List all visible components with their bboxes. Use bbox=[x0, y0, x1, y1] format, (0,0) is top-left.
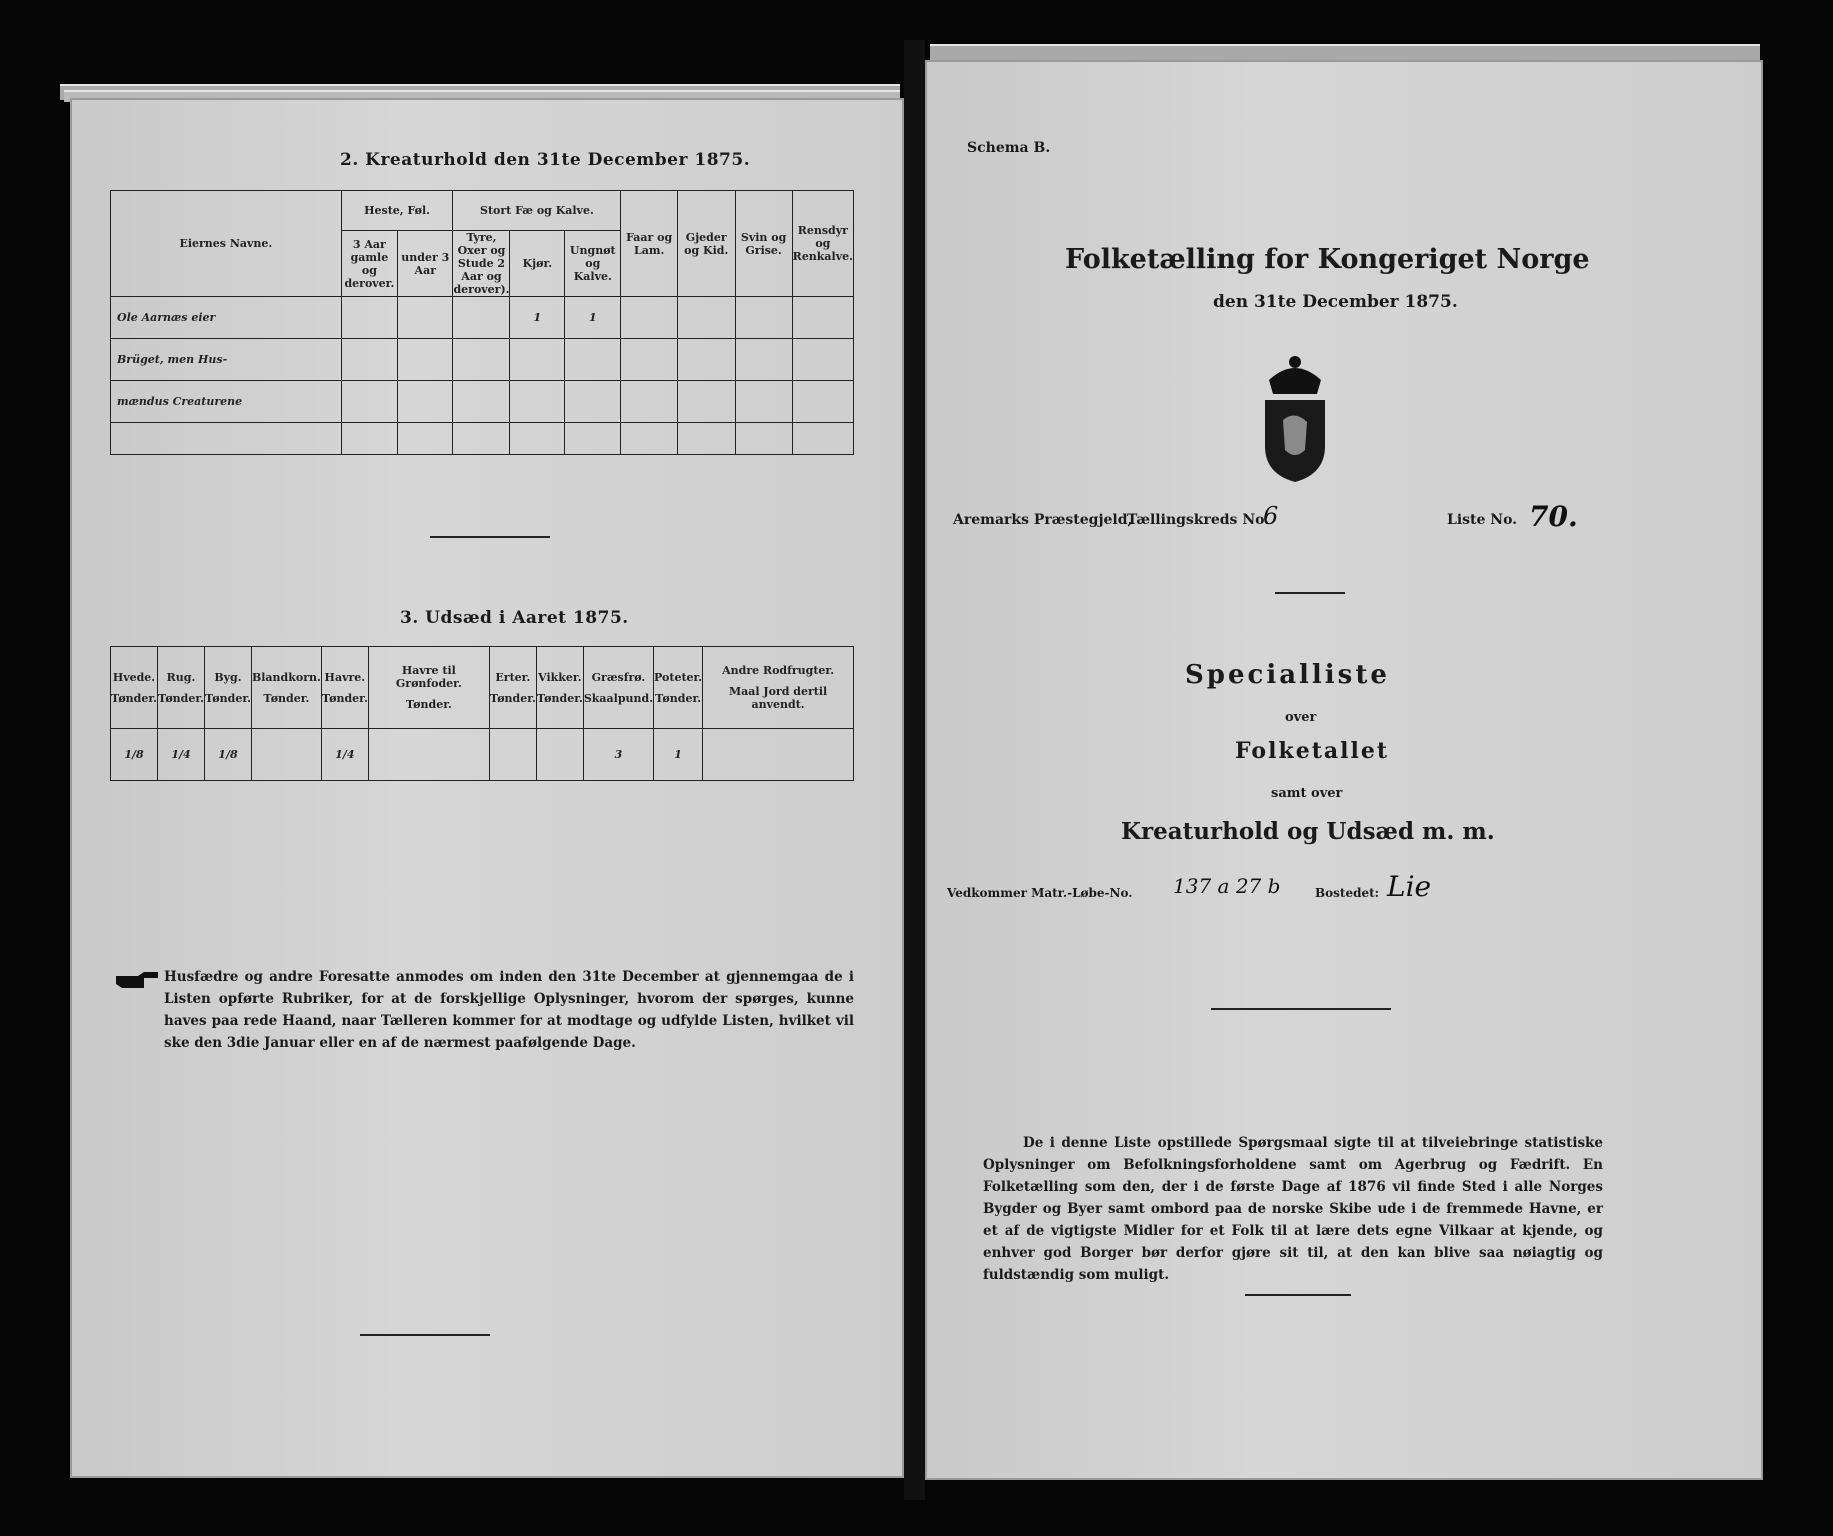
district-value: 6 bbox=[1263, 502, 1279, 530]
seed-header-2 bbox=[204, 647, 251, 729]
pointing-hand-icon bbox=[114, 970, 160, 990]
seed-crop-name: Andre Rodfrugter. bbox=[722, 664, 835, 677]
seed-header-5 bbox=[368, 647, 489, 729]
seed-header-0 bbox=[111, 647, 158, 729]
samt-over-label: samt over bbox=[1271, 786, 1343, 801]
seed-header-4 bbox=[321, 647, 368, 729]
horses-young-header: under 3 Aar bbox=[398, 231, 453, 297]
bottom-rule bbox=[360, 1334, 490, 1336]
seed-crop-unit: Tønder. bbox=[263, 691, 310, 705]
seed-value-1: 1/4 bbox=[157, 729, 204, 781]
seed-table bbox=[110, 646, 854, 781]
seed-crop-name: Byg. bbox=[214, 670, 242, 684]
right-notice: De i denne Liste opstillede Spørgsmaal sigte til at tilveiebringe statistiske Oplysninger om Befolkningsforholdene samt om Agerbrug og Fædrift. En Folketælling som den, der i de første Dage af 1876 vil finde Sted i alle Norges Bygder og Byer samt ombord paa de norske Skibe ude i de fremmede Havne, er et af de vigtigste Midler for et Folk til at lære dets egne Vilkaar at kjende, og enhver god Borger bør derfor gjøre sit til, at den kan blive saa nøiagtig og fuldstændig som muligt. bbox=[983, 1135, 1603, 1283]
seed-value-2: 1/8 bbox=[204, 729, 251, 781]
seed-header-9 bbox=[654, 647, 703, 729]
seed-crop-name: Vikker. bbox=[538, 670, 582, 684]
book-gutter bbox=[904, 40, 925, 1500]
seed-crop-unit: Tønder. bbox=[321, 691, 368, 705]
seed-crop-name: Græsfrø. bbox=[591, 670, 646, 684]
seed-crop-unit: Tønder. bbox=[204, 691, 251, 705]
seed-crop-unit: Tønder. bbox=[536, 691, 583, 705]
seed-crop-name: Havre. bbox=[324, 670, 366, 684]
horses-old-header: 3 Aar gamle og derover. bbox=[341, 231, 397, 297]
seed-header-6 bbox=[489, 647, 536, 729]
folketallet-label: Folketallet bbox=[1235, 738, 1389, 764]
specialliste-title: Specialliste bbox=[1185, 660, 1390, 690]
seed-value-6 bbox=[489, 729, 536, 781]
seed-value-4: 1/4 bbox=[321, 729, 368, 781]
young-cattle-header: Ungnøt og Kalve. bbox=[565, 231, 621, 297]
schema-label: Schema B. bbox=[967, 140, 1051, 156]
seed-crop-name: Erter. bbox=[495, 670, 531, 684]
seed-header-3 bbox=[251, 647, 321, 729]
oxen-header: Tyre, Oxer og Stude 2 Aar og derover). bbox=[453, 231, 510, 296]
section2-title: 2. Kreaturhold den 31te December 1875. bbox=[340, 150, 751, 170]
seed-crop-unit: Tønder. bbox=[655, 691, 702, 705]
seed-crop-unit: Tønder. bbox=[111, 691, 157, 705]
matr-label: Vedkommer Matr.-Løbe-No. bbox=[947, 886, 1133, 900]
pigs-header: Svin og Grise. bbox=[735, 191, 792, 297]
seed-value-8: 3 bbox=[583, 729, 653, 781]
seed-crop-name: Havre til Grønfoder. bbox=[395, 664, 462, 690]
norway-coat-of-arms-icon bbox=[1255, 350, 1335, 486]
seed-value-5 bbox=[368, 729, 489, 781]
liste-label: Liste No. bbox=[1447, 512, 1518, 528]
seed-crop-name: Hvede. bbox=[112, 670, 156, 684]
cattle-header: Stort Fæ og Kalve. bbox=[453, 191, 621, 231]
right-divider-1 bbox=[1275, 592, 1345, 594]
sheep-header: Faar og Lam. bbox=[621, 191, 678, 297]
bosted-value: Lie bbox=[1387, 870, 1432, 903]
kreatur-title: Kreaturhold og Udsæd m. m. bbox=[1121, 818, 1495, 845]
livestock-table bbox=[110, 190, 854, 455]
seed-crop-unit: Tønder. bbox=[489, 691, 536, 705]
seed-crop-unit: Tønder. bbox=[157, 691, 204, 705]
section3-title: 3. Udsæd i Aaret 1875. bbox=[400, 608, 629, 628]
district-label: Tællingskreds No. bbox=[1127, 512, 1270, 528]
seed-header-10 bbox=[703, 647, 854, 729]
bosted-label: Bostedet: bbox=[1315, 886, 1380, 900]
liste-value: 70. bbox=[1529, 500, 1578, 533]
right-divider-2 bbox=[1211, 1008, 1391, 1010]
young-cattle-value: 1 bbox=[565, 297, 621, 339]
owner-line-1: Ole Aarnæs eier bbox=[111, 297, 342, 339]
seed-header-8 bbox=[583, 647, 653, 729]
goats-header: Gjeder og Kid. bbox=[677, 191, 735, 297]
owner-header: Eiernes Navne. bbox=[111, 191, 342, 297]
seed-crop-name: Blandkorn. bbox=[251, 670, 321, 684]
seed-header-1 bbox=[157, 647, 204, 729]
divider-rule bbox=[430, 536, 550, 538]
census-date: den 31te December 1875. bbox=[1213, 292, 1458, 312]
right-divider-3 bbox=[1245, 1294, 1351, 1296]
right-page bbox=[925, 60, 1763, 1480]
owner-line-2: Brüget, men Hus- bbox=[111, 339, 342, 381]
cows-value: 1 bbox=[510, 297, 565, 339]
seed-crop-unit: Maal Jord dertil anvendt. bbox=[728, 685, 828, 711]
over-label-1: over bbox=[1285, 710, 1317, 725]
seed-value-0: 1/8 bbox=[111, 729, 158, 781]
census-title: Folketælling for Kongeriget Norge bbox=[1065, 244, 1590, 275]
seed-crop-name: Rug. bbox=[166, 670, 196, 684]
seed-header-7 bbox=[536, 647, 583, 729]
left-notice: Husfædre og andre Foresatte anmodes om inden den 31te December at gjennemgaa de i Listen opførte Rubriker, for at de forskjellige Oplysninger, hvorom der spørges, kunne haves paa rede Haand, naar Tælleren kommer for at modtage og udfylde Listen, hvilket vil ske den 3die Januar eller en af de nærmest paafølgende Dage. bbox=[164, 969, 854, 1051]
seed-value-9: 1 bbox=[654, 729, 703, 781]
seed-value-10 bbox=[703, 729, 854, 781]
seed-crop-unit: Tønder. bbox=[405, 698, 452, 711]
owner-line-3: mændus Creaturene bbox=[111, 381, 342, 423]
reindeer-header: Rensdyr og Renkalve. bbox=[792, 191, 853, 297]
seed-crop-unit: Skaalpund. bbox=[583, 691, 654, 705]
parish-label: Aremarks Præstegjeld, bbox=[953, 512, 1133, 528]
left-page bbox=[70, 98, 904, 1478]
seed-crop-name: Poteter. bbox=[654, 670, 703, 684]
horses-header: Heste, Føl. bbox=[341, 191, 453, 231]
seed-value-3 bbox=[251, 729, 321, 781]
seed-value-7 bbox=[536, 729, 583, 781]
matr-value: 137 a 27 b bbox=[1173, 874, 1281, 898]
cows-header: Kjør. bbox=[510, 231, 565, 297]
